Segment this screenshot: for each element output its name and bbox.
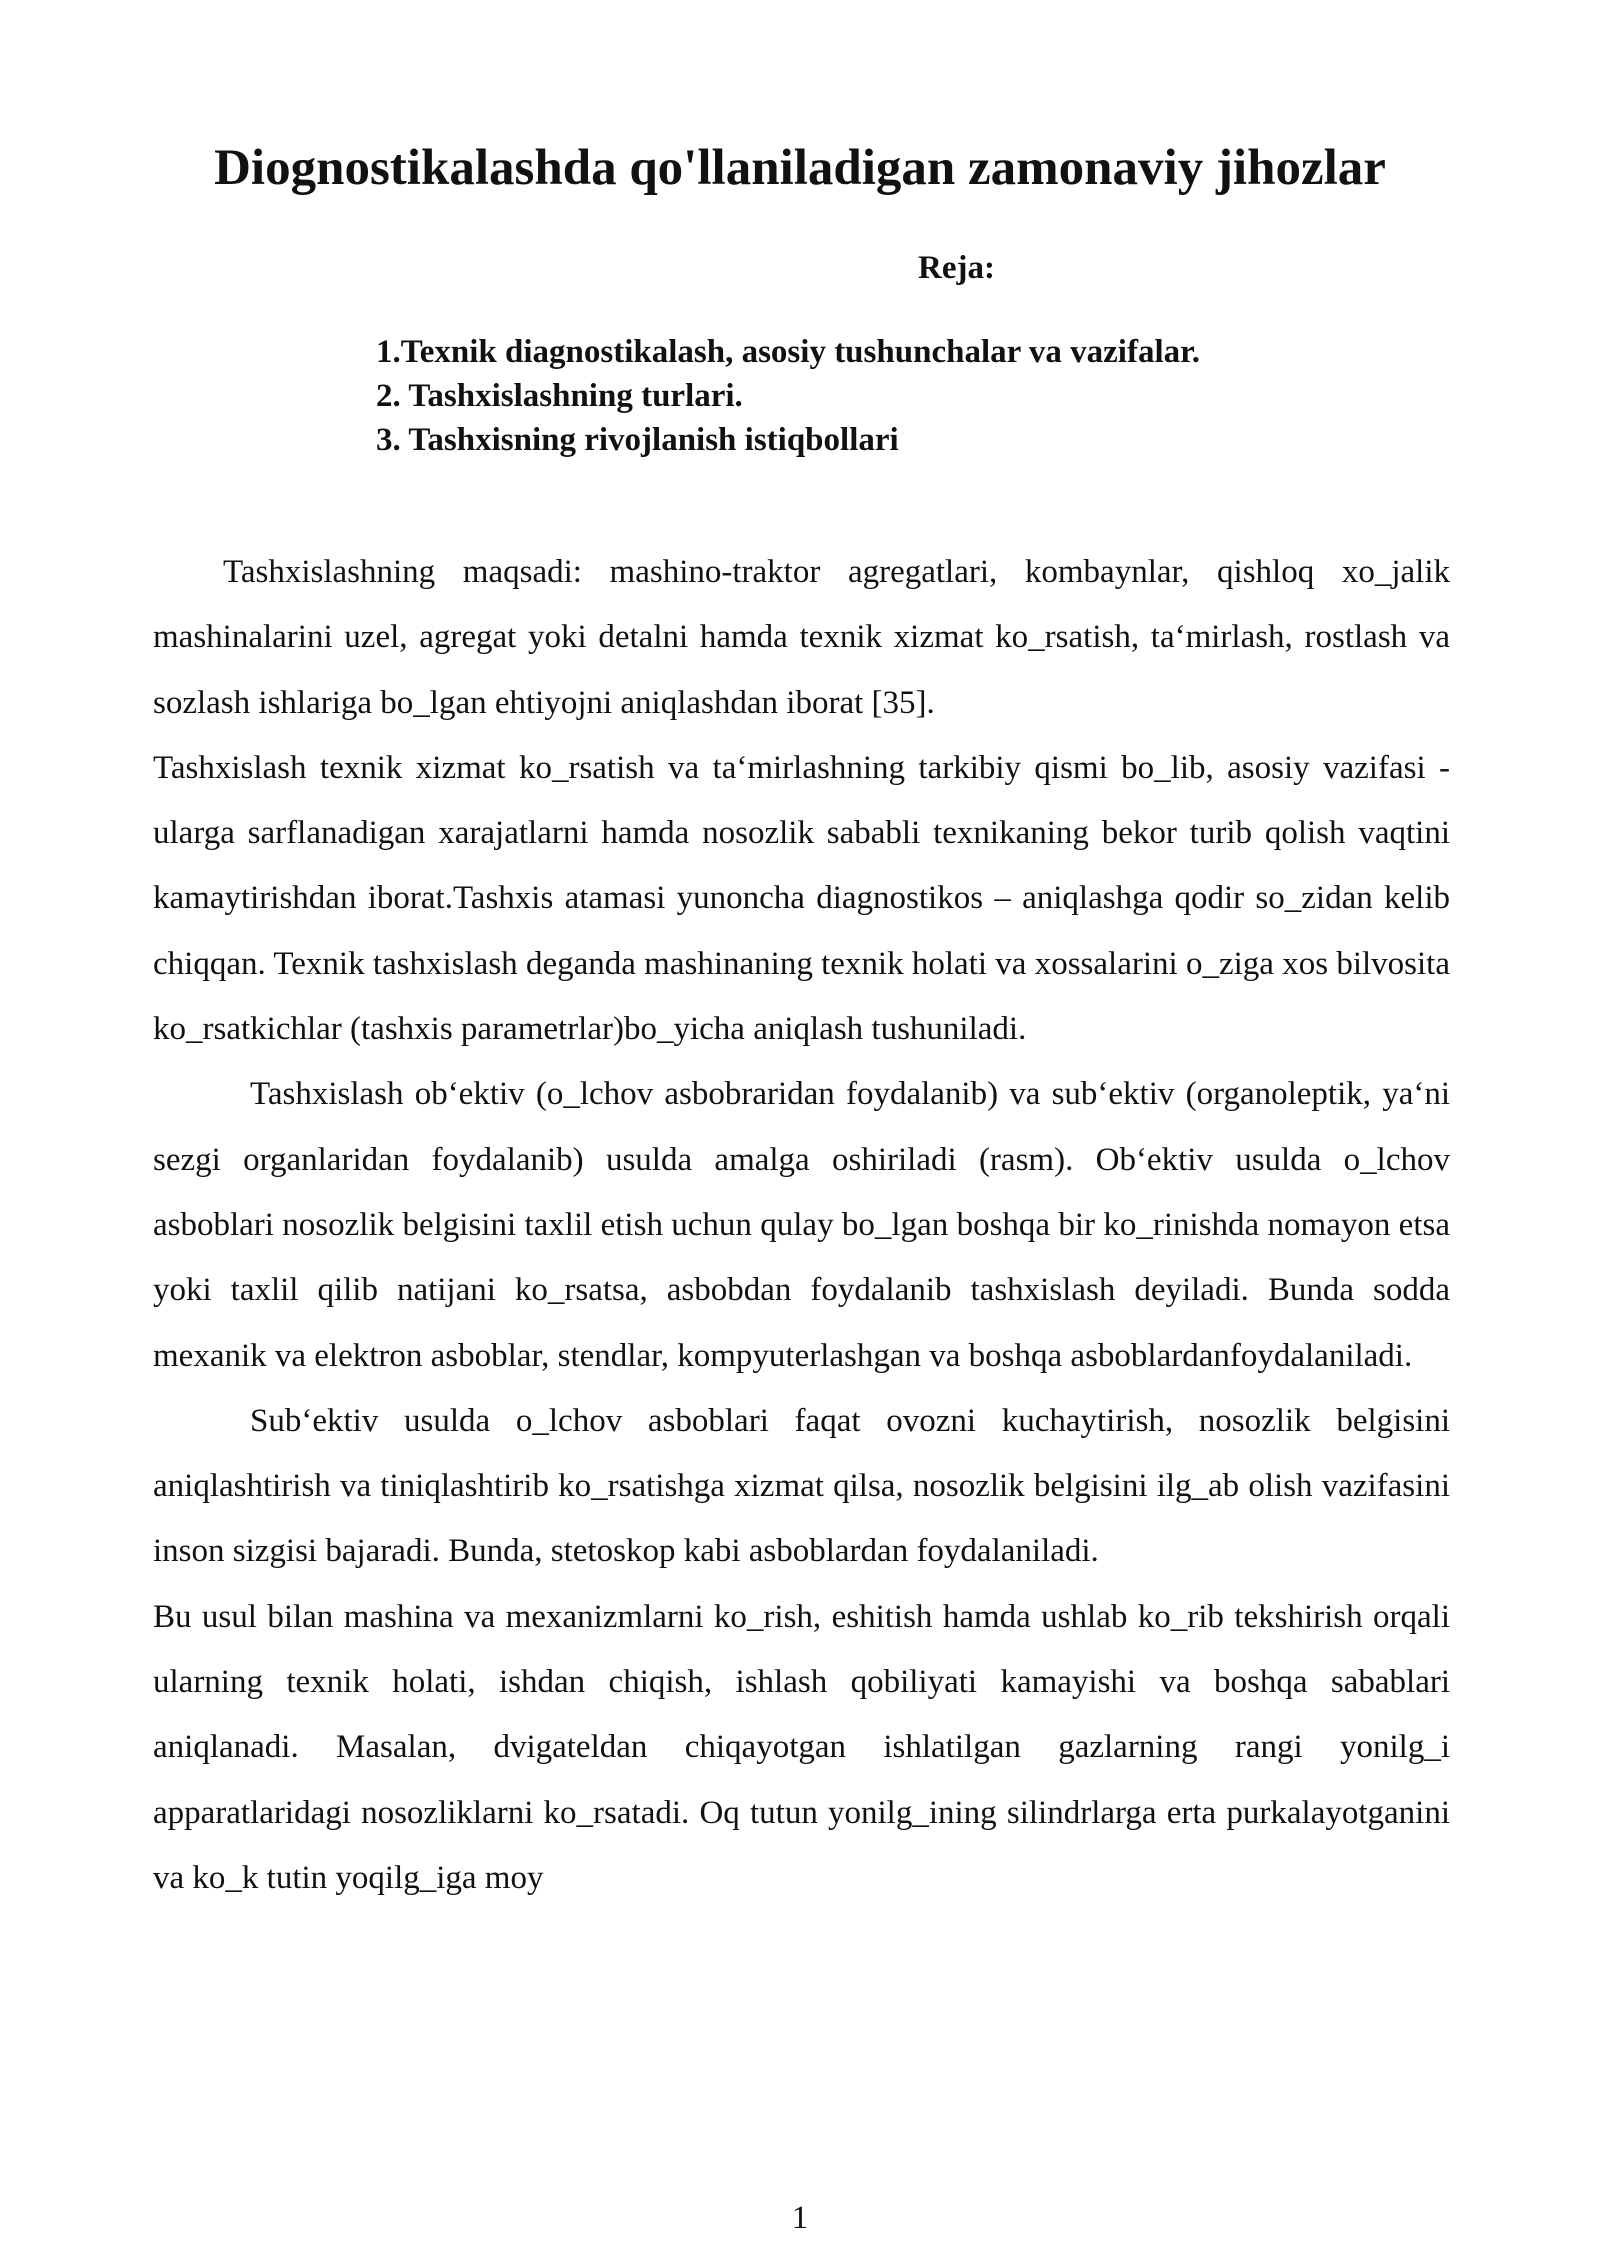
plan-item: 1.Texnik diagnostikalash, asosiy tushunchalar va vazifalar. [376,334,1201,370]
document-title: Diognostikalashda qo'llaniladigan zamonaviy jihozlar [214,140,1386,196]
plan-list [376,330,1200,462]
paragraph-objective-method: Tashxislash ob‘ektiv (o_lchov asbobraridan foydalanib) va sub‘ektiv (organoleptik, ya‘ni sezgi organlaridan foydalanib) usulda amalga oshiriladi (rasm). Ob‘ektiv usulda o_lchov asboblari nosozlik belgisini taxlil etish uchun qulay bo_lgan boshqa bir ko_rinishda nomayon etsa yoki taxlil qilib natijani ko_rsatsa, asbobdan foydalanib tashxislash deyiladi. Bunda sodda mexanik va elektron asboblar, stendlar, kompyuterlashgan va boshqa asboblardanfoydalaniladi. [153,1076,1450,1374]
body-text [153,540,1450,1911]
paragraph-definition: Tashxislash texnik xizmat ko_rsatish va ta‘mirlashning tarkibiy qismi bo_lib, asosiy vazifasi - ularga sarflanadigan xarajatlarni hamda nosozlik sababli texnikaning bekor turib qolish vaqtini kamaytirishdan iborat.Tashxis atamasi yunoncha diagnostikos – aniqlashga qodir so_zidan kelib chiqqan. Texnik tashxislash deganda mashinaning texnik holati va xossalarini o_ziga xos bilvosita ko_rsatkichlar (tashxis parametrlar)bo_yicha aniqlash tushuniladi. [153,749,1450,1048]
plan-heading: Reja: [918,250,995,286]
plan-item: 2. Tashxislashning turlari. [376,378,743,414]
paragraph-organoleptic: Bu usul bilan mashina va mexanizmlarni ko_rish, eshitish hamda ushlab ko_rib tekshirish orqali ularning texnik holati, ishdan chiqish, ishlash qobiliyati kamayishi va boshqa sabablari aniqlanadi. Masalan, dvigateldan chiqayotgan ishlatilgan gazlarning rangi yonilg_i apparatlaridagi nosozliklarni ko_rsatadi. Oq tutun yonilg_ining silindrlarga erta purkalayotganini va ko_k tutin yoqilg_iga moy [153,1598,1450,1896]
page-number: 1 [791,2200,809,2236]
paragraph-purpose: Tashxislashning maqsadi: mashino-traktor agregatlari, kombaynlar, qishloq xo_jalik mashinalarini uzel, agregat yoki detalni hamda texnik xizmat ko_rsatish, ta‘mirlash, rostlash va sozlash ishlariga bo_lgan ehtiyojni aniqlashdan iborat [35]. [153,554,1450,721]
plan-item: 3. Tashxisning rivojlanish istiqbollari [376,422,899,458]
paragraph-subjective-method: Sub‘ektiv usulda o_lchov asboblari faqat ovozni kuchaytirish, nosozlik belgisini aniqlashtirish va tiniqlashtirib ko_rsatishga xizmat qilsa, nosozlik belgisini ilg_ab olish vazifasini inson sizgisi bajaradi. Bunda, stetoskop kabi asboblardan foydalaniladi. [153,1402,1450,1570]
